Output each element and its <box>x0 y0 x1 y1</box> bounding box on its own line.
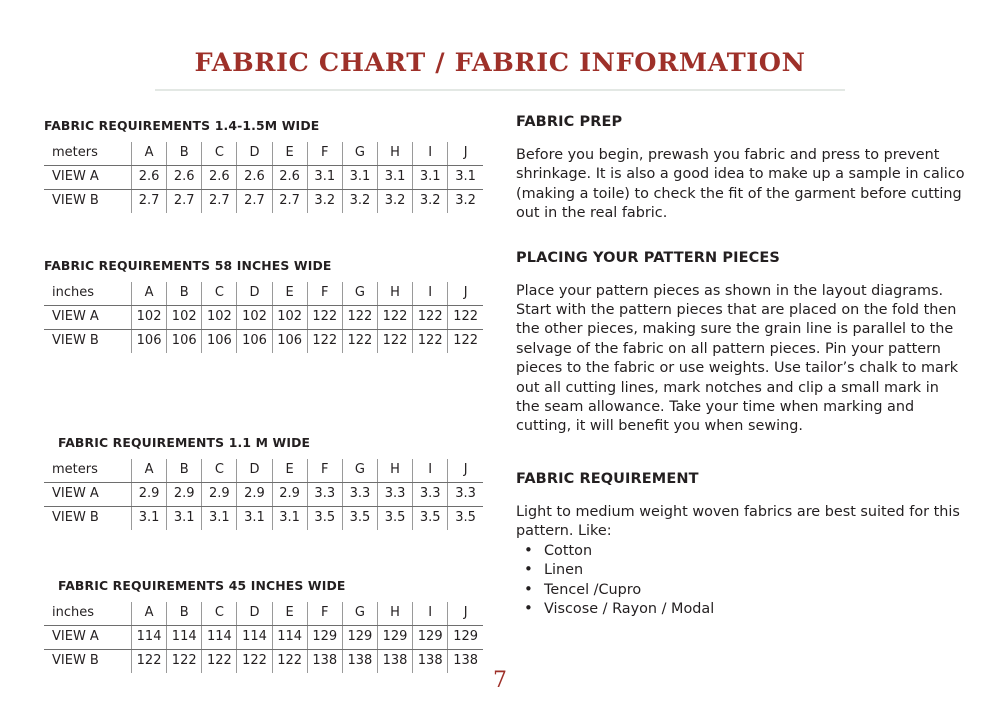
table-cell: 2.7 <box>167 190 202 214</box>
table-cell: 3.5 <box>377 507 412 531</box>
row-label: VIEW A <box>44 483 132 507</box>
row-label: VIEW B <box>44 330 132 354</box>
table-cell: 106 <box>132 330 167 354</box>
table-cell: 122 <box>377 330 412 354</box>
row-label: VIEW A <box>44 306 132 330</box>
column-header: G <box>342 602 377 626</box>
row-label: VIEW B <box>44 190 132 214</box>
table-cell: 106 <box>272 330 307 354</box>
table-cell: 138 <box>377 650 412 674</box>
table-row <box>44 306 483 330</box>
table-cell: 122 <box>167 650 202 674</box>
column-header: D <box>237 459 272 483</box>
table-header-row <box>44 602 483 626</box>
table-cell: 3.1 <box>167 507 202 531</box>
column-header: B <box>167 282 202 306</box>
table-cell: 2.9 <box>167 483 202 507</box>
unit-label: meters <box>44 142 132 166</box>
column-header: D <box>237 142 272 166</box>
table-cell: 3.3 <box>413 483 448 507</box>
column-header: E <box>272 459 307 483</box>
table-cell: 3.1 <box>237 507 272 531</box>
table-cell: 102 <box>237 306 272 330</box>
column-header: B <box>167 602 202 626</box>
table-cell: 3.2 <box>307 190 342 214</box>
table-cell: 122 <box>448 306 483 330</box>
table-cell: 3.5 <box>307 507 342 531</box>
fabric-requirement-body: Light to medium weight woven fabrics are best suited for this pattern. Like: <box>516 503 960 540</box>
column-header: A <box>132 602 167 626</box>
table-cell: 138 <box>453 653 479 668</box>
column-header: J <box>448 142 483 166</box>
spacer <box>44 530 488 578</box>
fabric-table-block-2 <box>44 435 488 530</box>
table-row <box>44 166 483 190</box>
spacer <box>44 213 488 258</box>
column-header: I <box>413 142 448 166</box>
row-label: VIEW B <box>44 650 132 674</box>
column-header: J <box>448 282 483 306</box>
list-item: • Linen <box>516 561 966 581</box>
table-cell: 3.1 <box>132 507 167 531</box>
table-cell: 2.9 <box>202 483 237 507</box>
table-cell: 3.1 <box>377 166 412 190</box>
table-cell: 3.1 <box>307 166 342 190</box>
table-cell: 138 <box>413 650 448 674</box>
table-cell: 3.1 <box>342 166 377 190</box>
column-header: C <box>202 282 237 306</box>
table-cell: 2.9 <box>237 483 272 507</box>
spacer <box>516 437 966 471</box>
spacer <box>516 130 966 146</box>
spacer <box>516 266 966 282</box>
table-cell: 138 <box>307 650 342 674</box>
table-cell: 3.2 <box>413 190 448 214</box>
table-row <box>44 190 483 214</box>
fabric-table-1 <box>44 282 483 353</box>
table-header-row <box>44 459 483 483</box>
table-cell: 114 <box>132 626 167 650</box>
table-cell: 122 <box>377 306 412 330</box>
table-cell: 2.7 <box>272 190 307 214</box>
column-header: E <box>272 602 307 626</box>
page-title: FABRIC CHART / FABRIC INFORMATION <box>194 48 806 78</box>
column-header: I <box>413 602 448 626</box>
table-cell: 122 <box>132 650 167 674</box>
fabric-requirements-column <box>44 118 488 673</box>
table-cell: 2.7 <box>202 190 237 214</box>
table-cell: 122 <box>272 650 307 674</box>
column-header: B <box>167 142 202 166</box>
column-header: G <box>342 282 377 306</box>
table-cell: 3.3 <box>307 483 342 507</box>
column-header: D <box>237 282 272 306</box>
table-cell: 122 <box>342 306 377 330</box>
fabric-prep-body: Before you begin, prewash you fabric and press to prevent shrinkage. It is also a good idea to make up a sample in calico (making a toile) to check the fit of the garment before cutting out in the real fabric. <box>516 147 965 222</box>
fabric-requirement-section <box>516 471 966 620</box>
column-header: G <box>342 142 377 166</box>
fabric-prep-section <box>516 114 966 224</box>
table-cell: 3.5 <box>342 507 377 531</box>
table-header-row <box>44 142 483 166</box>
table-cell: 138 <box>342 650 377 674</box>
table-cell: 3.1 <box>202 507 237 531</box>
column-header: H <box>377 282 412 306</box>
fabric-requirement-heading: FABRIC REQUIREMENT <box>516 470 699 487</box>
table-cell: 114 <box>202 626 237 650</box>
unit-label: inches <box>44 282 132 306</box>
fabric-table-block-1 <box>44 258 488 353</box>
table-cell: 2.9 <box>132 483 167 507</box>
column-header: H <box>377 459 412 483</box>
table-cell: 102 <box>202 306 237 330</box>
column-header: G <box>342 459 377 483</box>
fabric-table-3 <box>44 602 483 673</box>
spacer <box>516 487 966 503</box>
placing-pattern-section <box>516 250 966 437</box>
table-row <box>44 330 483 354</box>
unit-label: meters <box>44 459 132 483</box>
column-header: F <box>307 142 342 166</box>
table-cell: 3.5 <box>455 510 476 525</box>
table-cell: 3.5 <box>413 507 448 531</box>
table-cell: 3.1 <box>413 166 448 190</box>
placing-pattern-heading: PLACING YOUR PATTERN PIECES <box>516 249 780 266</box>
row-label: VIEW A <box>44 166 132 190</box>
table-cell: 129 <box>307 626 342 650</box>
row-label: VIEW A <box>44 626 132 650</box>
column-header: A <box>132 282 167 306</box>
list-item: • Cotton <box>516 542 966 562</box>
table-cell: 2.6 <box>237 166 272 190</box>
fabric-table-heading-2: FABRIC REQUIREMENTS 1.1 M WIDE <box>58 435 311 450</box>
table-cell: 2.6 <box>132 166 167 190</box>
table-cell: 102 <box>272 306 307 330</box>
table-cell: 122 <box>413 330 448 354</box>
fabric-table-2 <box>44 459 483 530</box>
column-header: A <box>132 142 167 166</box>
table-cell: 3.2 <box>342 190 377 214</box>
table-cell: 2.6 <box>202 166 237 190</box>
column-header: F <box>307 602 342 626</box>
column-header: H <box>377 142 412 166</box>
column-header: D <box>237 602 272 626</box>
table-cell: 3.3 <box>377 483 412 507</box>
table-cell: 3.1 <box>448 166 483 190</box>
table-cell: 122 <box>202 650 237 674</box>
table-cell: 3.1 <box>272 507 307 531</box>
column-header: I <box>413 282 448 306</box>
column-header: J <box>448 602 483 626</box>
table-cell: 114 <box>237 626 272 650</box>
table-cell: 2.6 <box>272 166 307 190</box>
table-cell: 3.2 <box>455 193 476 208</box>
row-label: VIEW B <box>44 507 132 531</box>
table-cell: 3.3 <box>448 483 483 507</box>
column-header: I <box>413 459 448 483</box>
list-item: • Tencel /Cupro <box>516 581 966 601</box>
table-cell: 122 <box>413 306 448 330</box>
column-header: F <box>307 459 342 483</box>
table-cell: 129 <box>377 626 412 650</box>
fabric-table-block-3 <box>44 578 488 673</box>
table-cell: 106 <box>167 330 202 354</box>
table-row <box>44 626 483 650</box>
table-cell: 122 <box>237 650 272 674</box>
table-cell: 122 <box>307 330 342 354</box>
table-cell: 3.2 <box>377 190 412 214</box>
table-row <box>44 483 483 507</box>
table-row <box>44 507 483 531</box>
column-header: C <box>202 459 237 483</box>
fabric-table-heading-3: FABRIC REQUIREMENTS 45 INCHES WIDE <box>58 578 346 593</box>
table-cell: 129 <box>448 626 483 650</box>
placing-pattern-body: Place your pattern pieces as shown in the layout diagrams. Start with the pattern pieces that are placed on the fold then the other pieces, making sure the grain line is parallel to the selvage of the fabric on all pattern pieces. Pin your pattern pieces to the fabric or use weights. Use tailor’s chalk to mark out all cutting lines, mark notches and clip a small mark in the seam allowance. Take your time when marking and cutting, it will benefit you when sewing. <box>516 282 959 435</box>
column-header: B <box>167 459 202 483</box>
column-header: E <box>272 142 307 166</box>
fabric-information-column <box>516 114 966 620</box>
spacer <box>516 224 966 250</box>
column-header: A <box>132 459 167 483</box>
fabric-table-0 <box>44 142 483 213</box>
table-cell: 122 <box>342 330 377 354</box>
fabric-prep-heading: FABRIC PREP <box>516 114 623 130</box>
spacer <box>44 353 488 435</box>
table-cell: 2.7 <box>132 190 167 214</box>
column-header: H <box>377 602 412 626</box>
table-cell: 129 <box>342 626 377 650</box>
table-cell: 106 <box>237 330 272 354</box>
table-cell: 2.6 <box>167 166 202 190</box>
fabric-table-heading-1: FABRIC REQUIREMENTS 58 INCHES WIDE <box>44 258 332 273</box>
table-cell: 106 <box>202 330 237 354</box>
column-header: C <box>202 142 237 166</box>
column-header: C <box>202 602 237 626</box>
table-cell: 114 <box>272 626 307 650</box>
title-divider <box>155 89 845 91</box>
list-item: • Viscose / Rayon / Modal <box>516 600 966 620</box>
table-cell: 114 <box>167 626 202 650</box>
column-header: J <box>448 459 483 483</box>
table-cell: 2.7 <box>237 190 272 214</box>
table-cell: 122 <box>453 333 479 348</box>
table-cell: 122 <box>307 306 342 330</box>
table-cell: 102 <box>167 306 202 330</box>
fabric-table-heading-0: FABRIC REQUIREMENTS 1.4-1.5M WIDE <box>44 118 320 133</box>
table-cell: 102 <box>132 306 167 330</box>
page-number: 7 <box>493 668 507 693</box>
unit-label: inches <box>44 602 132 626</box>
column-header: E <box>272 282 307 306</box>
table-cell: 2.9 <box>272 483 307 507</box>
column-header: F <box>307 282 342 306</box>
table-cell: 3.3 <box>342 483 377 507</box>
fabric-table-block-0 <box>44 118 488 213</box>
table-cell: 129 <box>413 626 448 650</box>
table-header-row <box>44 282 483 306</box>
fabric-type-list <box>516 542 966 620</box>
